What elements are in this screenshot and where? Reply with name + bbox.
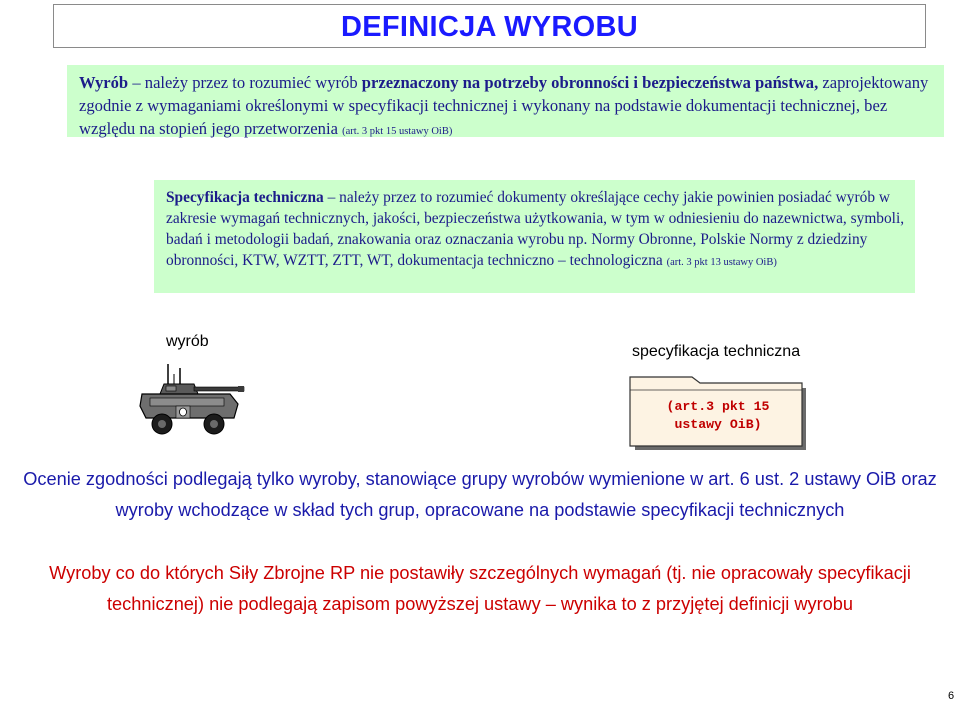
page-title: DEFINICJA WYROBU <box>341 11 638 43</box>
specification-text: – należy przez to rozumieć dokumenty określające cechy jakie powinien posiadać wyrób w zakresie wymagań technicznych, jakości, bezpieczeństwa użytkowania, w tym w odniesieniu do nazewnictwa, symboli, badań i metodologii badań, znakowania oraz oznaczania wyrobu np. Normy Obronne, Polskie Normy z dziedziny obronności, KTW, WZTT, ZTT, WT, dokumentacja techniczno – technologiczna <box>166 189 905 269</box>
folder-reference-text <box>648 398 788 434</box>
definition-separator: – <box>128 73 145 92</box>
definition-text-1: należy przez to rozumieć wyrób <box>144 73 362 92</box>
definition-term: Wyrób <box>79 73 129 92</box>
specification-label: specyfikacja techniczna <box>632 343 801 360</box>
specification-reference: (art. 3 pkt 13 ustawy OiB) <box>666 257 777 268</box>
page-number: 6 <box>948 690 955 702</box>
folder-text-line-1: (art.3 pkt 15 <box>666 399 770 414</box>
specification-box <box>154 180 915 293</box>
definition-text-bold: przeznaczony na potrzeby obronności i bezpieczeństwa państwa, <box>361 73 819 92</box>
conformity-note: Ocenie zgodności podlegają tylko wyroby, stanowiące grupy wyrobów wymienione w art. 6 ust. 2 ustawy OiB oraz wyroby wchodzące w skład tych grup, opracowane na podstawie specyfikacji technicznych <box>23 469 937 520</box>
exemption-note: Wyroby co do których Siły Zbrojne RP nie postawiły szczególnych wymagań (tj. nie opracowały specyfikacji technicznej) nie podlegają zapisom powyższej ustawy – wynika to z przyjętej definicji wyrobu <box>49 563 911 614</box>
product-label: wyrób <box>166 333 209 350</box>
definition-reference: (art. 3 pkt 15 ustawy OiB) <box>342 126 453 137</box>
title-box <box>53 4 926 48</box>
armored-vehicle-icon <box>138 362 248 442</box>
definition-box <box>67 65 944 137</box>
definition-text-2: zaprojektowany zgodnie z wymaganiami określonymi w specyfikacji technicznej i wykonany na podstawie dokumentacji technicznej, bez względu na stopień jego przetworzenia <box>79 73 929 138</box>
folder-text-line-2: ustawy OiB) <box>674 417 762 432</box>
specification-term: Specyfikacja techniczna <box>166 189 324 206</box>
